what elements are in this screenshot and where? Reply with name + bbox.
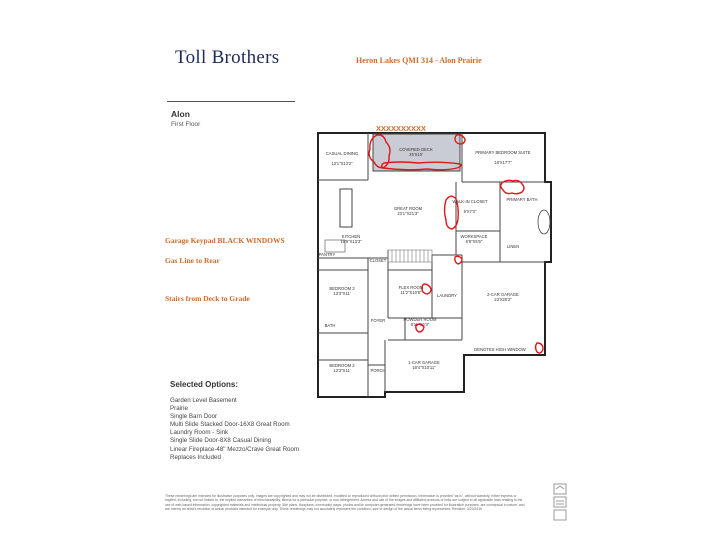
equal-housing-icon xyxy=(553,482,567,522)
label-pantry: PANTRY xyxy=(318,252,336,257)
note-stairs: Stairs from Deck to Grade xyxy=(165,294,250,303)
label-linen: LINEN xyxy=(506,244,520,249)
dim-bedroom3: 13'3"X11' xyxy=(333,291,351,296)
dim-bedroom2: 12'3"X11' xyxy=(333,368,351,373)
dim-workspace: 6'8"X5'6" xyxy=(465,239,483,244)
dim-covered-deck: 25'X10' xyxy=(409,152,423,157)
legal-disclaimer: These renderings are intended for illustrative purposes only. Images are copyrighted and may not be distributed, modified or reproduced without prior written permission. Information is provided "as is", without warranty, either express or implied, including, but not limited to, the implied warranties of merchantability, fitness for a particular purpose, or non-infringement. Access and use of the images and affiliated products or links are subject to all applicable laws relating to the use of web-based information, copyrighted materials and intellectual property. Site plans, floorplans, community maps, photos and/or computer-generated renderings have been provided for illustrative purposes, are conceptual in nature, and are merely an artist's rendition of actual products intended for example only. These renderings may not accurately represent the condition, size or design of the actual items being represented. Revision: 3/22/2016 xyxy=(165,494,525,512)
label-covered-deck: COVERED DECK xyxy=(399,147,433,152)
dim-flex-room: 11'2"X10'8" xyxy=(400,290,422,295)
brand-logo: Toll Brothers xyxy=(175,47,280,68)
label-primary-bath: PRIMARY BATH xyxy=(506,197,538,202)
label-primary-suite: PRIMARY BEDROOM SUITE xyxy=(475,150,531,155)
option-item: Laundry Room - Sink xyxy=(170,429,229,437)
note-garage-keypad: Garage Keypad BLACK WINDOWS xyxy=(165,236,285,245)
stairs xyxy=(388,250,432,262)
label-flex-room: FLEX ROOM xyxy=(398,285,424,290)
label-2car-garage: 2-CAR GARAGE xyxy=(487,292,519,297)
label-great-room: GREAT ROOM xyxy=(393,206,423,211)
dim-casual-dining: 13'1"X13'2" xyxy=(331,161,353,166)
dim-1car-garage: 18'4"X10'11" xyxy=(412,365,436,370)
option-item: Replaces Included xyxy=(170,453,221,461)
label-workspace: WORKSPACE xyxy=(460,234,488,239)
dim-powder: 8'11"X6'3" xyxy=(410,322,430,327)
label-laundry: LAUNDRY xyxy=(437,293,457,298)
note-gas-line: Gas Line to Rear xyxy=(165,256,220,265)
dim-great-room: 23'1"X21'3" xyxy=(397,211,419,216)
option-item: Single Barn Door xyxy=(170,413,218,421)
label-bedroom3: BEDROOM 3 xyxy=(329,286,355,291)
label-casual-dining: CASUAL DINING xyxy=(325,151,359,156)
selected-options-title: Selected Options: xyxy=(170,380,239,389)
tub xyxy=(538,210,550,234)
option-item: Multi Slide Stacked Door-16X8 Great Room xyxy=(170,421,290,429)
option-item: Single Slide Door-8X8 Casual Dining xyxy=(170,437,272,445)
label-kitchen: KITCHEN xyxy=(341,234,361,239)
community-subtitle: Heron Lakes QMI 314 - Alon Prairie xyxy=(356,56,482,65)
dim-2car-garage: 23'X20'2" xyxy=(494,297,512,302)
label-high-window: DENOTES HIGH WINDOW xyxy=(474,347,526,352)
floor-label: First Floor xyxy=(171,121,201,128)
label-porch: PORCH xyxy=(370,368,386,373)
label-powder-room: POWDER ROOM xyxy=(403,317,437,322)
deck-x-marks: XXXXXXXXXX xyxy=(376,124,427,133)
label-1car-garage: 1-CAR GARAGE xyxy=(408,360,440,365)
dim-walkin-closet: 9'X7'3" xyxy=(463,209,477,214)
label-bath: BATH xyxy=(324,323,336,328)
label-walkin-closet: WALK-IN CLOSET xyxy=(452,199,488,204)
dim-kitchen: 19'9"X13'3" xyxy=(340,239,362,244)
option-item: Garden Level Basement xyxy=(170,397,237,404)
label-foyer: FOYER xyxy=(370,318,386,323)
label-bedroom2: BEDROOM 2 xyxy=(329,363,355,368)
option-item: Linear Fireplace-48" Mezzo/Crave Great Room xyxy=(170,445,300,453)
dim-primary-suite: 18'X17'7" xyxy=(494,160,512,165)
option-item: Prairie xyxy=(170,405,188,413)
selected-options-list xyxy=(170,397,299,462)
label-closet: CLOSET xyxy=(369,258,387,263)
plan-name: Alon xyxy=(171,109,190,119)
